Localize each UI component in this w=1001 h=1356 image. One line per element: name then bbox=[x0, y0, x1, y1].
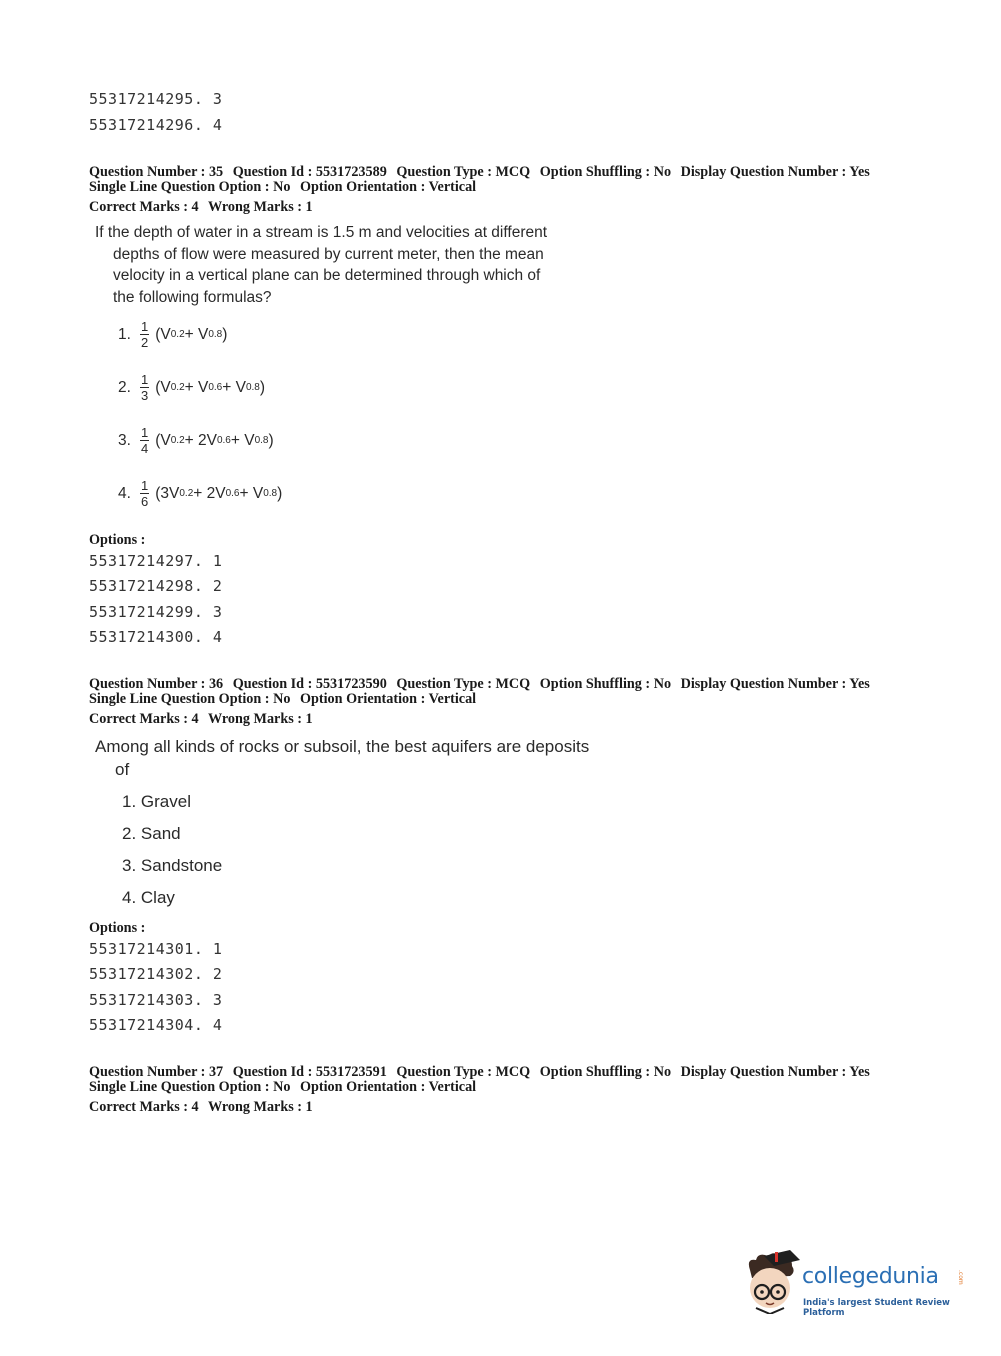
mascot-icon bbox=[742, 1248, 802, 1314]
option-line: 55317214304. 4 bbox=[89, 1016, 223, 1034]
option-shuffling: Option Shuffling : No bbox=[539, 676, 672, 692]
choice-item: 1. Gravel bbox=[122, 792, 191, 811]
question-marks bbox=[89, 200, 313, 215]
option-line: 55317214298. 2 bbox=[89, 577, 223, 595]
single-line-option: Single Line Question Option : No bbox=[89, 691, 291, 707]
question-text: Among all kinds of rocks or subsoil, the best aquifers are deposits bbox=[95, 737, 590, 756]
option-line: 55317214302. 2 bbox=[89, 965, 223, 983]
fraction: $\frac{1}{4}$ bbox=[141, 425, 149, 456]
question-meta-line2 bbox=[89, 692, 476, 707]
question-number: Question Number : 35 bbox=[89, 164, 224, 180]
question-id: Question Id : 5531723591 bbox=[232, 1064, 387, 1080]
question-marks bbox=[89, 712, 313, 727]
fraction: $\frac{1}{2}$ bbox=[141, 319, 149, 350]
question-type: Question Type : MCQ bbox=[396, 1064, 531, 1080]
wrong-marks: Wrong Marks : 1 bbox=[207, 1099, 313, 1115]
formula-choice-1: 1. $\frac{1}{2}$ (V 0.2 + V 0.8 ) bbox=[118, 319, 228, 350]
question-meta-line1 bbox=[89, 677, 870, 692]
question-meta-line2 bbox=[89, 1080, 476, 1095]
display-question-number: Display Question Number : Yes bbox=[680, 676, 870, 692]
fraction: $\frac{1}{3}$ bbox=[141, 372, 149, 403]
options-label: Options : bbox=[89, 920, 146, 936]
options-label: Options : bbox=[89, 532, 146, 548]
correct-marks: Correct Marks : 4 bbox=[89, 711, 199, 727]
question-text-cont: of bbox=[115, 760, 130, 779]
formula-choice-4: 4. $\frac{1}{6}$ (3V 0.2 + 2V 0.6 + V 0.8 ) bbox=[118, 478, 283, 509]
question-type: Question Type : MCQ bbox=[396, 676, 531, 692]
formula-choice-2: 2. $\frac{1}{3}$ (V 0.2 + V 0.6 + V 0.8 ) bbox=[118, 372, 266, 403]
option-line: 55317214300. 4 bbox=[89, 628, 223, 646]
display-question-number: Display Question Number : Yes bbox=[680, 1064, 870, 1080]
formula-choice-3: 3. $\frac{1}{4}$ (V 0.2 + 2V 0.6 + V 0.8 ) bbox=[118, 425, 274, 456]
question-id: Question Id : 5531723589 bbox=[232, 164, 387, 180]
option-shuffling: Option Shuffling : No bbox=[539, 1064, 672, 1080]
question-number: Question Number : 37 bbox=[89, 1064, 224, 1080]
question-meta-line1 bbox=[89, 1065, 870, 1080]
collegedunia-logo[interactable] bbox=[742, 1248, 972, 1318]
question-meta-line2 bbox=[89, 180, 476, 195]
brand-dotcom: .com bbox=[957, 1270, 964, 1285]
option-orientation: Option Orientation : Vertical bbox=[299, 691, 477, 707]
question-type: Question Type : MCQ bbox=[396, 164, 531, 180]
question-marks bbox=[89, 1100, 313, 1115]
brand-tagline: India's largest Student Review Platform bbox=[803, 1298, 950, 1318]
option-line: 55317214296. 4 bbox=[89, 116, 223, 134]
question-meta-line1 bbox=[89, 165, 870, 180]
option-orientation: Option Orientation : Vertical bbox=[299, 179, 477, 195]
option-line: 55317214299. 3 bbox=[89, 603, 223, 621]
wrong-marks: Wrong Marks : 1 bbox=[207, 199, 313, 215]
option-line: 55317214303. 3 bbox=[89, 991, 223, 1009]
option-line: 55317214301. 1 bbox=[89, 940, 223, 958]
question-id: Question Id : 5531723590 bbox=[232, 676, 387, 692]
option-orientation: Option Orientation : Vertical bbox=[299, 1079, 477, 1095]
question-text: If the depth of water in a stream is 1.5 m and velocities at different depths of flow were measured by current meter, then the mean velocity in a vertical plane can be determined through which of the following formulas? bbox=[95, 224, 548, 306]
correct-marks: Correct Marks : 4 bbox=[89, 1099, 199, 1115]
display-question-number: Display Question Number : Yes bbox=[680, 164, 870, 180]
single-line-option: Single Line Question Option : No bbox=[89, 179, 291, 195]
fraction: $\frac{1}{6}$ bbox=[141, 478, 149, 509]
option-shuffling: Option Shuffling : No bbox=[539, 164, 672, 180]
question-number: Question Number : 36 bbox=[89, 676, 224, 692]
choice-item: 4. Clay bbox=[122, 888, 175, 907]
option-line: 55317214295. 3 bbox=[89, 90, 223, 108]
choice-item: 3. Sandstone bbox=[122, 856, 223, 875]
single-line-option: Single Line Question Option : No bbox=[89, 1079, 291, 1095]
option-line: 55317214297. 1 bbox=[89, 552, 223, 570]
choice-item: 2. Sand bbox=[122, 824, 181, 843]
correct-marks: Correct Marks : 4 bbox=[89, 199, 199, 215]
brand-name: collegedunia bbox=[802, 1264, 939, 1289]
wrong-marks: Wrong Marks : 1 bbox=[207, 711, 313, 727]
